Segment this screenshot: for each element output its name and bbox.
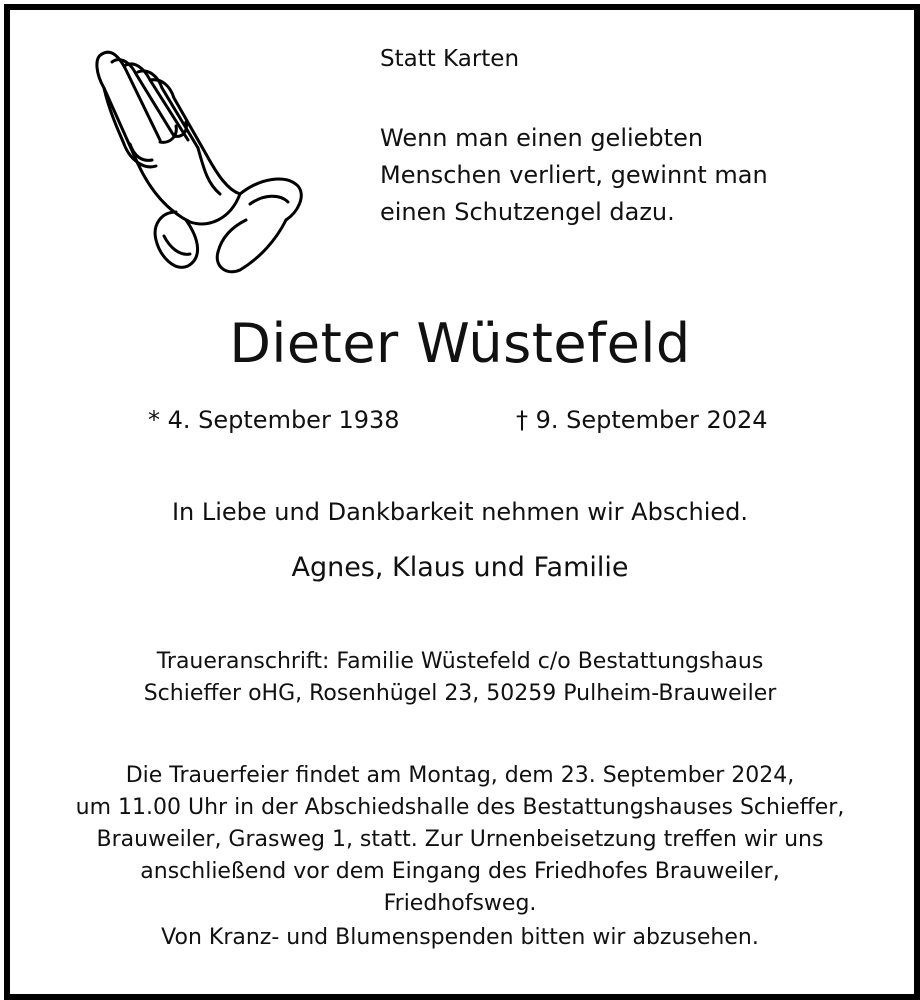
statt-karten-text: Statt Karten (380, 46, 520, 72)
funeral-service-info (0, 760, 920, 920)
flowers-note: Von Kranz- und Blumenspenden bitten wir abzusehen. (161, 925, 759, 950)
death-date: † 9. September 2024 (516, 406, 768, 434)
memorial-saying (380, 120, 768, 231)
saying-line: einen Schutzengel dazu. (380, 197, 675, 226)
birth-date: * 4. September 1938 (148, 406, 400, 434)
service-line: Friedhofsweg. (383, 891, 537, 916)
saying-line: Menschen verliert, gewinnt man (380, 160, 768, 189)
address-line: Traueranschrift: Familie Wüstefeld c/o Bestattungshaus (156, 649, 764, 674)
mourning-address (0, 646, 920, 710)
family-names: Agnes, Klaus und Familie (291, 552, 629, 583)
service-line: Die Trauerfeier findet am Montag, dem 23. September 2024, (125, 763, 795, 788)
saying-line: Wenn man einen geliebten (380, 123, 704, 152)
service-line: anschließend vor dem Eingang des Friedhofes Brauweiler, (140, 859, 780, 884)
service-line: Brauweiler, Grasweg 1, statt. Zur Urnenbeisetzung treffen wir uns (96, 827, 824, 852)
service-line: um 11.00 Uhr in der Abschiedshalle des Bestattungshauses Schieffer, (75, 795, 845, 820)
address-line: Schieffer oHG, Rosenhügel 23, 50259 Pulheim-Brauweiler (143, 681, 777, 706)
deceased-name: Dieter Wüstefeld (229, 312, 691, 375)
praying-hands-icon (90, 44, 310, 279)
farewell-text: In Liebe und Dankbarkeit nehmen wir Abschied. (171, 498, 749, 526)
